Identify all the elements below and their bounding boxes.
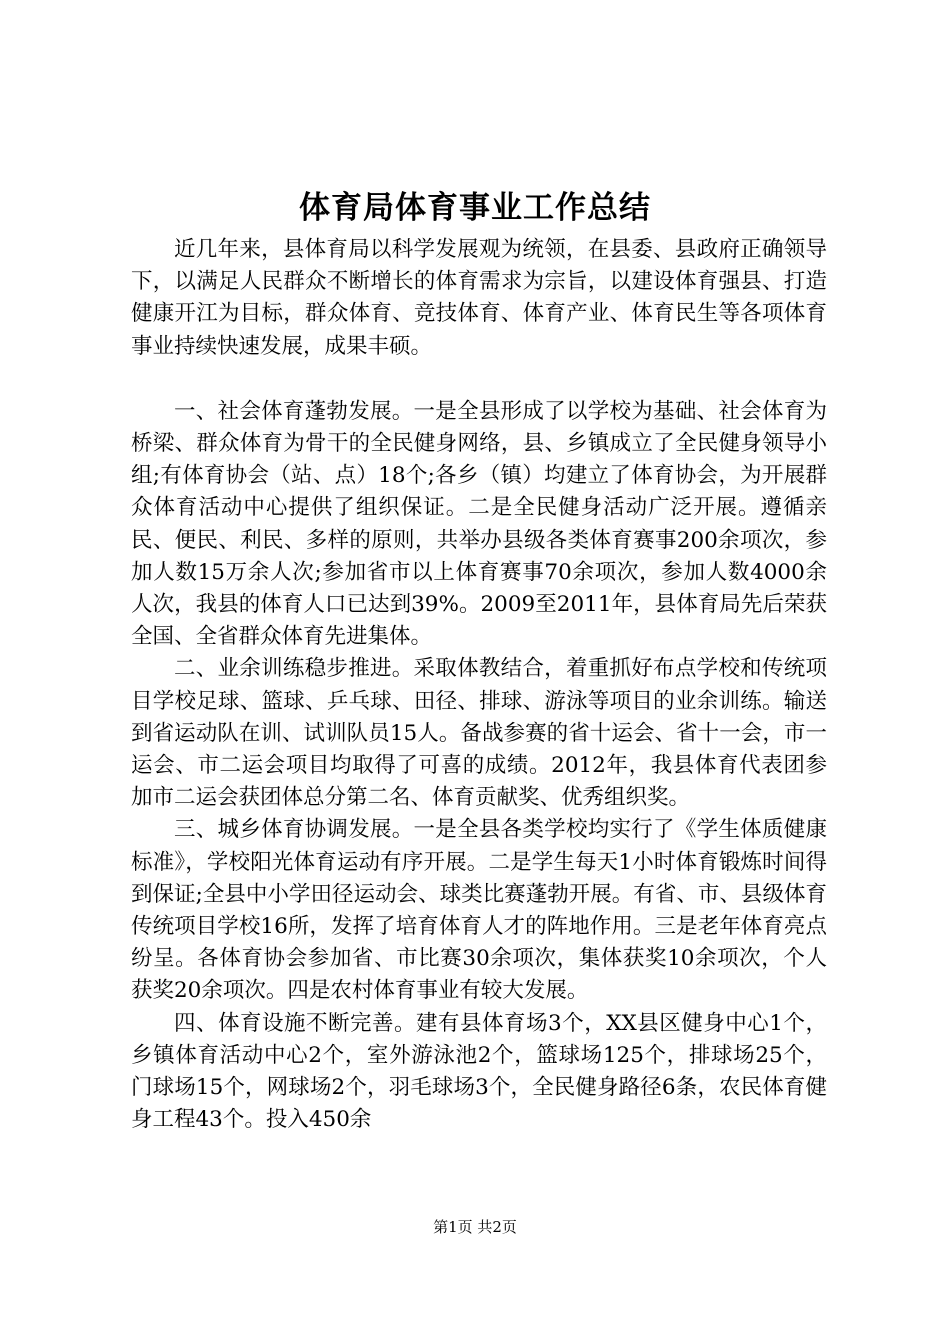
page-footer: 第1页 共2页	[433, 1218, 517, 1236]
section-2-paragraph: 二、业余训练稳步推进。采取体教结合，着重抓好布点学校和传统项目学校足球、篮球、乒乓球、田径、排球、游泳等项目的业余训练。输送到省运动队在训、试训队员15人。备战参赛的省十运会、省十一会，市一运会、市二运会项目均取得了可喜的成绩。2012年，我县体育代表团参加市二运会获团体总分第二名、体育贡献奖、优秀组织奖。	[131, 656, 827, 811]
document-body	[131, 234, 827, 1136]
section-1-paragraph: 一、社会体育蓬勃发展。一是全县形成了以学校为基础、社会体育为桥梁、群众体育为骨干的全民健身网络，县、乡镇成立了全民健身领导小组;有体育协会（站、点）18个;各乡（镇）均建立了体育协会，为开展群众体育活动中心提供了组织保证。二是全民健身活动广泛开展。遵循亲民、便民、利民、多样的原则，共举办县级各类体育赛事200余项次，参加人数15万余人次;参加省市以上体育赛事70余项次，参加人数4000余人次，我县的体育人口已达到39%。2009至2011年，县体育局先后荣获全国、全省群众体育先进集体。	[131, 398, 827, 650]
intro-paragraph: 近几年来，县体育局以科学发展观为统领，在县委、县政府正确领导下，以满足人民群众不断增长的体育需求为宗旨，以建设体育强县、打造健康开江为目标，群众体育、竞技体育、体育产业、体育民生等各项体育事业持续快速发展，成果丰硕。	[131, 237, 827, 359]
section-3-paragraph: 三、城乡体育协调发展。一是全县各类学校均实行了《学生体质健康标准》，学校阳光体育运动有序开展。二是学生每天1小时体育锻炼时间得到保证;全县中小学田径运动会、球类比赛蓬勃开展。有省、市、县级体育传统项目学校16所，发挥了培育体育人才的阵地作用。三是老年体育亮点纷呈。各体育协会参加省、市比赛30余项次，集体获奖10余项次，个人获奖20余项次。四是农村体育事业有较大发展。	[131, 817, 827, 1004]
section-4-paragraph: 四、体育设施不断完善。建有县体育场3个，XX县区健身中心1个，乡镇体育活动中心2个，室外游泳池2个，篮球场125个，排球场25个，门球场15个，网球场2个，羽毛球场3个，全民健身路径6条，农民体育健身工程43个。投入450余	[131, 1010, 827, 1133]
document-title: 体育局体育事业工作总结	[299, 190, 651, 226]
